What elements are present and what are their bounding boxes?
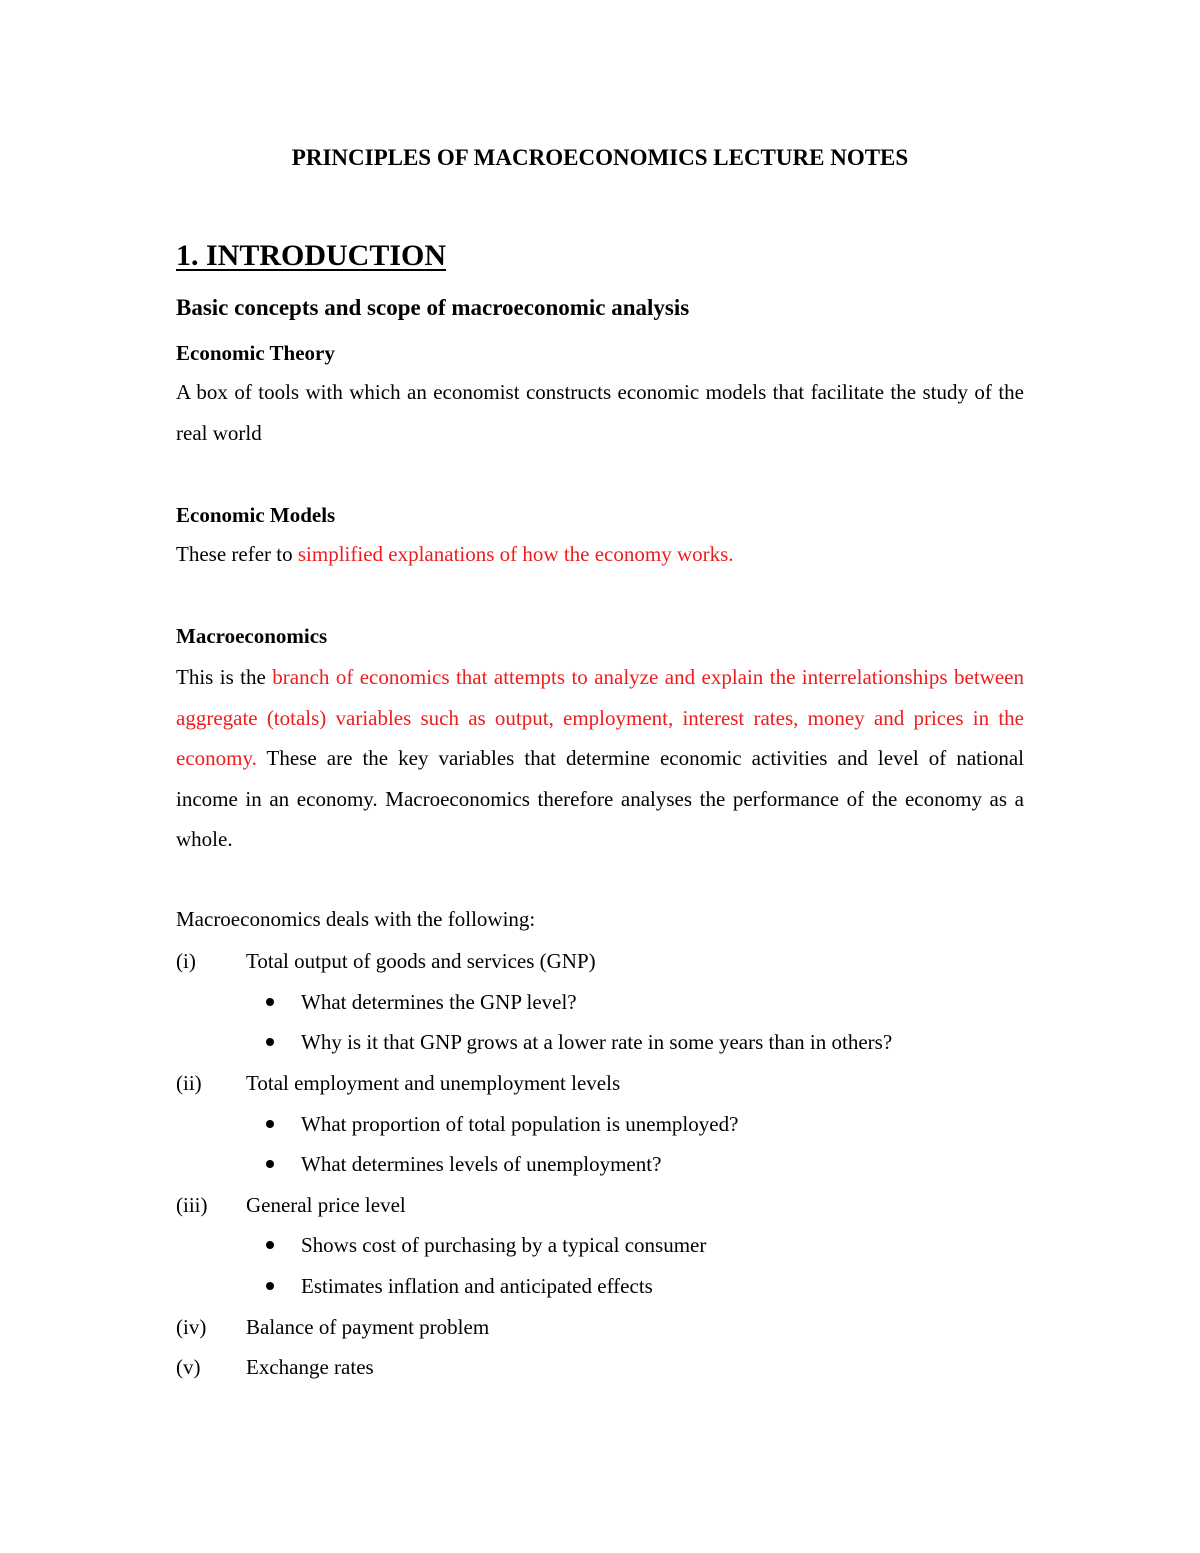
bullet-text: What proportion of total population is unemployed? [301, 1112, 739, 1136]
macroeconomics-heading: Macroeconomics [176, 624, 328, 648]
economic-models-paragraph [176, 534, 1024, 575]
bullet-icon [266, 998, 274, 1006]
macroeconomics-text-before: This is the [176, 665, 273, 689]
macroeconomics-paragraph [176, 657, 1024, 860]
macroeconomics-definition-highlight: branch of economics that attempts to analyze and explain the interrelationships between aggregate (totals) variables such as output, employment, interest rates, money and prices in the economy. [176, 665, 1024, 771]
subsection-heading-basic-concepts: Basic concepts and scope of macroeconomic analysis [176, 295, 690, 320]
list-numeral: (iv) [176, 1315, 207, 1339]
list-item-text: Total output of goods and services (GNP) [246, 949, 596, 973]
economic-models-heading: Economic Models [176, 503, 336, 527]
bullet-text: Why is it that GNP grows at a lower rate in some years than in others? [301, 1030, 893, 1054]
deals-with-intro: Macroeconomics deals with the following: [176, 907, 536, 931]
list-numeral: (i) [176, 949, 196, 973]
list-item-text: Balance of payment problem [246, 1315, 490, 1339]
economic-theory-paragraph: A box of tools with which an economist constructs economic models that facilitate the study of the real world [176, 380, 1024, 445]
list-item-text: Total employment and unemployment levels [246, 1071, 621, 1095]
section-heading-introduction: 1. INTRODUCTION [176, 239, 447, 272]
list-numeral: (ii) [176, 1071, 202, 1095]
macroeconomics-text-after: These are the key variables that determine economic activities and level of national income in an economy. Macroeconomics therefore analyses the performance of the economy as a whole. [176, 746, 1024, 852]
list-numeral: (iii) [176, 1193, 208, 1217]
bullet-icon [266, 1160, 274, 1168]
bullet-text: Shows cost of purchasing by a typical consumer [301, 1233, 707, 1257]
economic-models-highlight: simplified explanations of how the economy works. [297, 542, 734, 566]
economic-theory-heading: Economic Theory [176, 341, 335, 365]
economic-models-text: These refer to [176, 542, 298, 566]
bullet-icon [266, 1241, 274, 1249]
bullet-icon [266, 1282, 274, 1290]
list-item-text: General price level [246, 1193, 406, 1217]
list-item-text: Exchange rates [246, 1355, 374, 1379]
list-numeral: (v) [176, 1355, 201, 1379]
document-title: PRINCIPLES OF MACROECONOMICS LECTURE NOTES [291, 145, 909, 170]
bullet-text: What determines levels of unemployment? [301, 1152, 662, 1176]
bullet-icon [266, 1038, 274, 1046]
bullet-text: What determines the GNP level? [301, 990, 577, 1014]
bullet-icon [266, 1120, 274, 1128]
bullet-text: Estimates inflation and anticipated effects [301, 1274, 653, 1298]
